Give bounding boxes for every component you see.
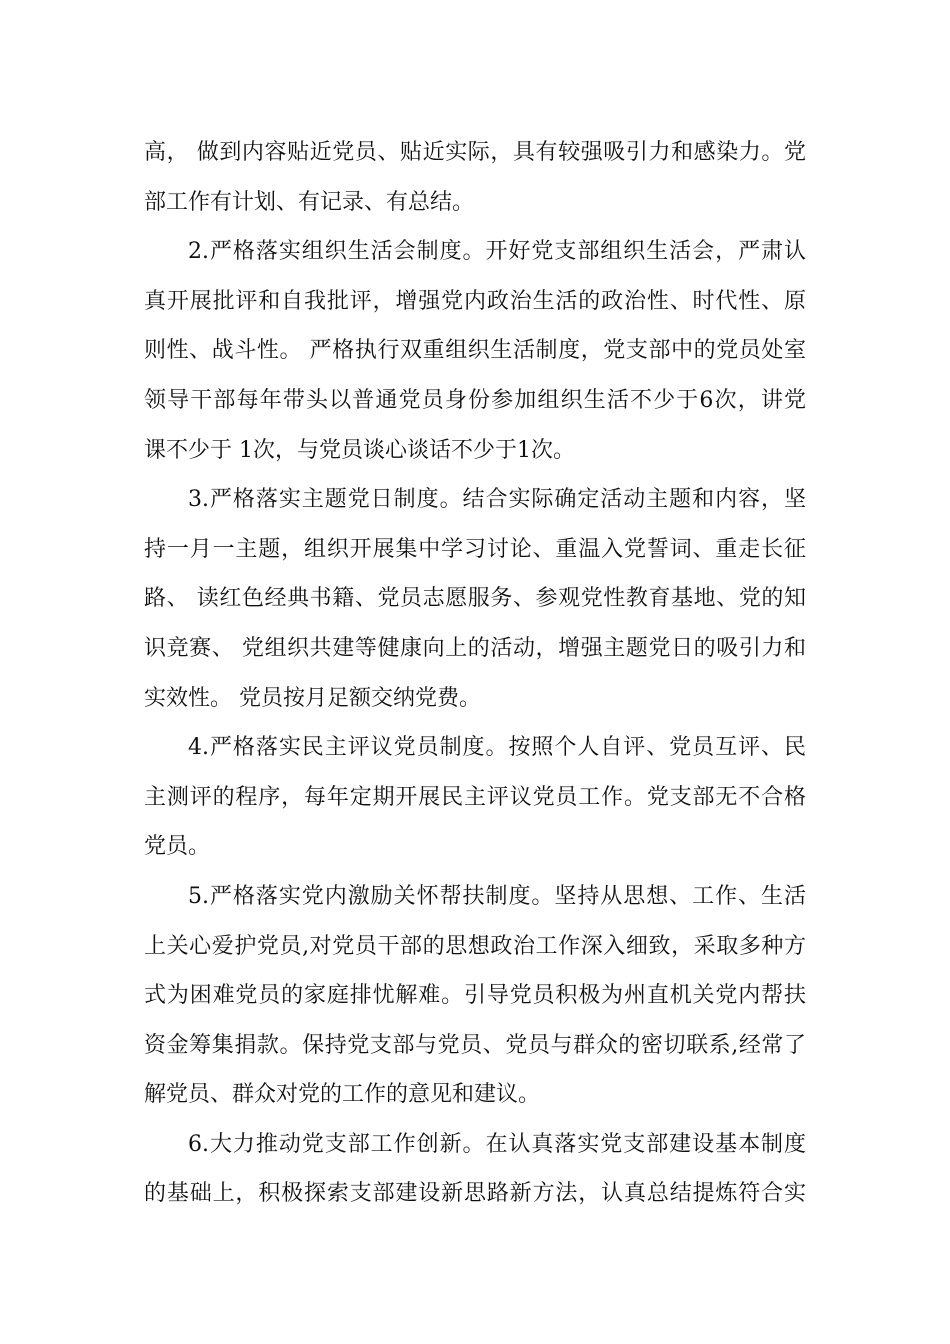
text-line: 识竞赛、 党组织共建等健康向上的活动，增强主题党日的吸引力和	[144, 635, 806, 661]
text-line: 解党员、群众对党的工作的意见和建议。	[144, 1082, 541, 1108]
text-line: 的基础上，积极探索支部建设新思路新方法，认真总结提炼符合实	[144, 1181, 806, 1207]
text-line: 上关心爱护党员,对党员干部的思想政治工作深入细致，采取多种方	[144, 933, 806, 959]
paragraph-item-6	[144, 1120, 806, 1219]
text-line: 5.严格落实党内激励关怀帮扶制度。坚持从思想、工作、生活	[188, 883, 806, 909]
text-line: 3.严格落实主题党日制度。结合实际确定活动主题和内容，坚	[188, 487, 806, 513]
text-line: 主测评的程序，每年定期开展民主评议党员工作。党支部无不合格	[144, 784, 806, 810]
text-line: 资金筹集捐款。保持党支部与党员、党员与群众的密切联系,经常了	[144, 1032, 806, 1058]
document-body	[144, 128, 806, 1219]
text-line: 实效性。 党员按月足额交纳党费。	[144, 685, 481, 711]
text-line: 领导干部每年带头以普通党员身份参加组织生活不少于6次，讲党	[144, 387, 806, 413]
paragraph-continuation	[144, 128, 806, 227]
text-line: 党员。	[144, 834, 211, 860]
paragraph-item-4	[144, 723, 806, 872]
text-line: 高， 做到内容贴近党员、贴近实际，具有较强吸引力和感染力。党	[144, 140, 806, 165]
text-line: 持一月一主题，组织开展集中学习讨论、重温入党誓词、重走长征	[144, 536, 806, 562]
paragraph-item-3	[144, 475, 806, 723]
text-line: 真开展批评和自我批评，增强党内政治生活的政治性、时代性、原	[144, 288, 806, 314]
text-line: 课不少于 1次，与党员谈心谈话不少于1次。	[144, 437, 575, 463]
text-line: 2.严格落实组织生活会制度。开好党支部组织生活会，严肃认	[188, 239, 806, 265]
paragraph-item-2	[144, 227, 806, 475]
paragraph-item-5	[144, 872, 806, 1120]
text-line: 4.严格落实民主评议党员制度。按照个人自评、党员互评、民	[188, 735, 806, 761]
text-line: 部工作有计划、有记录、有总结。	[144, 189, 475, 215]
text-line: 6.大力推动党支部工作创新。在认真落实党支部建设基本制度	[188, 1131, 806, 1157]
text-line: 路、 读红色经典书籍、党员志愿服务、参观党性教育基地、党的知	[144, 586, 806, 612]
text-line: 式为困难党员的家庭排忧解难。引导党员积极为州直机关党内帮扶	[144, 983, 806, 1009]
text-line: 则性、战斗性。 严格执行双重组织生活制度，党支部中的党员处室	[144, 338, 806, 364]
